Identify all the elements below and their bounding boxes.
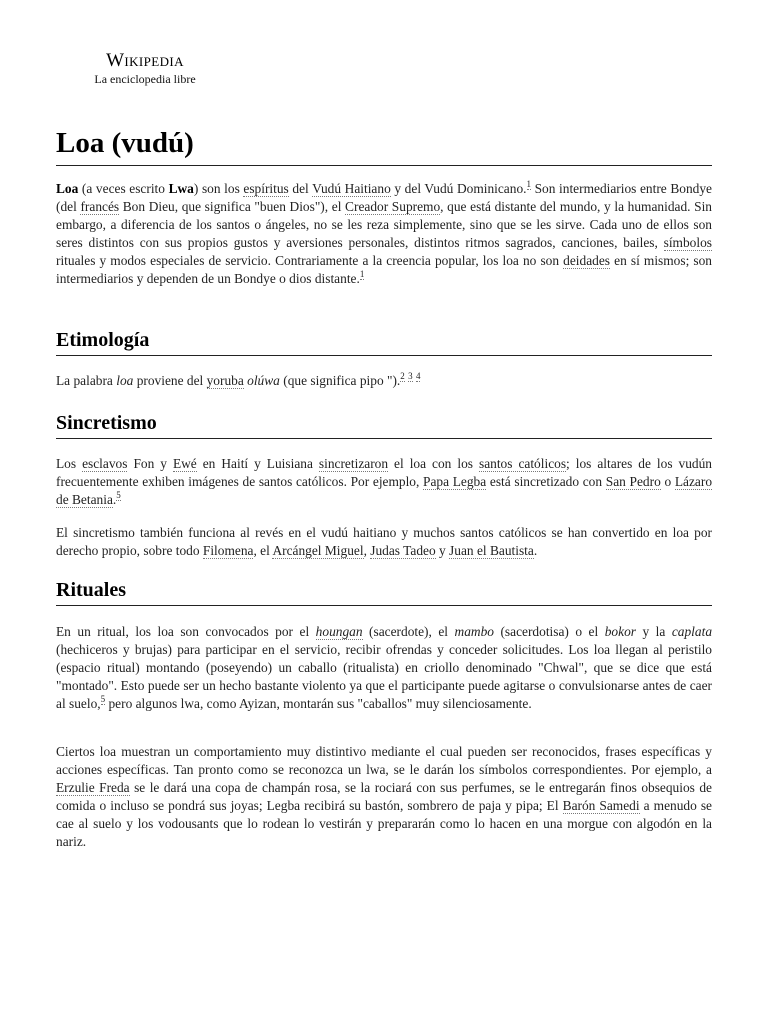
link-papa-legba[interactable]: Papa Legba: [423, 474, 487, 489]
reference-3[interactable]: 3: [408, 371, 413, 381]
term-lwa: Lwa: [168, 181, 194, 196]
text: se le dará una copa de champán rosa, se la rociará con sus perfumes, se le entregarán finos obsequios de comida o incluso se pondrá sus joyas; Legba recibirá su bastón, sombrero de paja y pipa; El: [56, 780, 712, 813]
text: ; los altares de los vudún frecuentemente exhiben imágenes de santos católicos. Por ejemplo,: [56, 456, 713, 489]
link-lazaro-de-betania[interactable]: Lázaro de Betania: [56, 474, 713, 507]
link-santos-catolicos[interactable]: santos católicos: [478, 456, 567, 471]
term-loa: Loa: [56, 181, 79, 196]
wikipedia-logo[interactable]: [75, 50, 215, 86]
link-erzulie-freda[interactable]: Erzulie Freda: [56, 780, 130, 795]
reference-2[interactable]: 2: [400, 371, 405, 381]
text: (que significa pipo ").: [279, 373, 401, 388]
link-deidades[interactable]: deidades: [563, 253, 611, 268]
text: En un ritual, los loa son convocados por el: [56, 624, 316, 639]
sincretismo-paragraph-2: [56, 524, 712, 560]
term-caplata: caplata: [671, 624, 713, 639]
text: rituales y modos especiales de servicio. Contrariamente a la creencia popular, los loa no son: [56, 253, 564, 268]
link-yoruba[interactable]: yoruba: [206, 373, 244, 388]
reference-5[interactable]: 5: [100, 694, 106, 704]
text: ) son los: [193, 181, 244, 196]
logo-wordmark: Wikipedia: [106, 50, 184, 71]
link-creador-supremo[interactable]: Creador Supremo: [345, 199, 441, 214]
text: (sacerdotisa) o el: [493, 624, 605, 639]
link-frances[interactable]: francés: [80, 199, 120, 214]
text: Son intermediarios entre Bondye (del: [56, 181, 713, 214]
link-san-pedro[interactable]: San Pedro: [605, 474, 661, 489]
text: La palabra: [56, 373, 117, 388]
term-loa-italic: loa: [116, 373, 134, 388]
intro-paragraph: [56, 180, 712, 288]
text: (hechiceros y brujas) para participar en el servicio, recibir ofrendas y conceder solicitudes. Los loa llegan al peristilo (espacio ritual) montando (poseyendo) un caballo (ritualista) en criollo denominado "Chwal", que se dice que está "montado". Esto puede ser un hecho bastante violento ya que el participante puede agitarse o convulsionarse antes de caer al suelo,: [56, 642, 712, 711]
text: y del Vudú Dominicano.: [390, 181, 527, 196]
etimologia-paragraph: [56, 372, 712, 390]
text: .: [112, 492, 117, 507]
link-judas-tadeo[interactable]: Judas Tadeo: [370, 543, 436, 558]
text: y la: [635, 624, 672, 639]
heading-etimologia: Etimología: [56, 327, 712, 356]
rituales-paragraph-1: [56, 623, 712, 713]
link-baron-samedi[interactable]: Barón Samedi: [562, 798, 640, 813]
link-vudu-haitiano[interactable]: Vudú Haitiano: [312, 181, 391, 196]
link-espiritus[interactable]: espíritus: [243, 181, 289, 196]
logo-tagline: La enciclopedia libre: [94, 72, 196, 86]
text: El sincretismo también funciona al revés en el vudú haitiano y muchos santos católicos se han convertido en loa por derecho propio, sobre todo: [56, 525, 712, 558]
reference-4[interactable]: 4: [415, 371, 421, 381]
text: ,: [363, 543, 371, 558]
page-title: Loa (vudú): [56, 123, 712, 166]
term-bokor: bokor: [604, 624, 636, 639]
text: está sincretizado con: [486, 474, 606, 489]
text: Ciertos loa muestran un comportamiento muy distintivo mediante el cual pueden ser reconocidos, frases específicas y acciones específicas. Tan pronto como se reconozca un lwa, se le darán los símbolos correspondientes. Por ejemplo, a: [56, 744, 712, 777]
text: y: [435, 543, 450, 558]
link-esclavos[interactable]: esclavos: [82, 456, 128, 471]
text: Fon y: [127, 456, 173, 471]
text: en sí mismos; son intermediarios y dependen de un Bondye o dios distante.: [56, 253, 712, 286]
text: , que está distante del mundo, y la humanidad. Sin embargo, a diferencia de los santos o ángeles, no se les reza simplemente, sino que se les sirve. Cada uno de ellos son seres distintos con sus propios gustos y aversiones personales, distintos ritmos sagrados, canciones, bailes,: [56, 199, 712, 250]
text: (a veces escrito: [78, 181, 169, 196]
sincretismo-paragraph-1: [56, 455, 712, 509]
term-mambo: mambo: [454, 624, 494, 639]
text: en Haití y Luisiana: [196, 456, 319, 471]
text: Bon Dieu, que significa "buen Dios"), el: [119, 199, 346, 214]
reference-5[interactable]: 5: [116, 490, 121, 500]
text: (sacerdote), el: [362, 624, 455, 639]
text: , el: [253, 543, 273, 558]
text: pero algunos lwa, como Ayizan, montarán sus "caballos" muy silenciosamente.: [105, 696, 532, 711]
link-juan-el-bautista[interactable]: Juan el Bautista: [449, 543, 534, 558]
link-arcangel-miguel[interactable]: Arcángel Miguel: [272, 543, 364, 558]
rituales-paragraph-2: [56, 743, 712, 851]
text: Los: [56, 456, 83, 471]
link-sincretizaron[interactable]: sincretizaron: [318, 456, 389, 471]
heading-sincretismo: Sincretismo: [56, 410, 712, 439]
text: proviene del: [133, 373, 207, 388]
reference-1[interactable]: 1: [526, 179, 531, 189]
text: .: [533, 543, 538, 558]
link-filomena[interactable]: Filomena: [202, 543, 254, 558]
heading-rituales: Rituales: [56, 577, 712, 606]
reference-1[interactable]: 1: [359, 269, 365, 279]
text: del: [288, 181, 313, 196]
text: o: [660, 474, 675, 489]
link-simbolos[interactable]: símbolos: [663, 235, 712, 250]
link-ewe[interactable]: Ewé: [172, 456, 197, 471]
term-oluwa: olúwa: [247, 373, 280, 388]
text: el loa con los: [388, 456, 479, 471]
text: a menudo se cae al suelo y los vodousants que lo rodean lo vestirán y prepararán como lo hacen en una morgue con algodón en la nariz.: [56, 798, 713, 849]
link-houngan[interactable]: houngan: [315, 624, 363, 639]
